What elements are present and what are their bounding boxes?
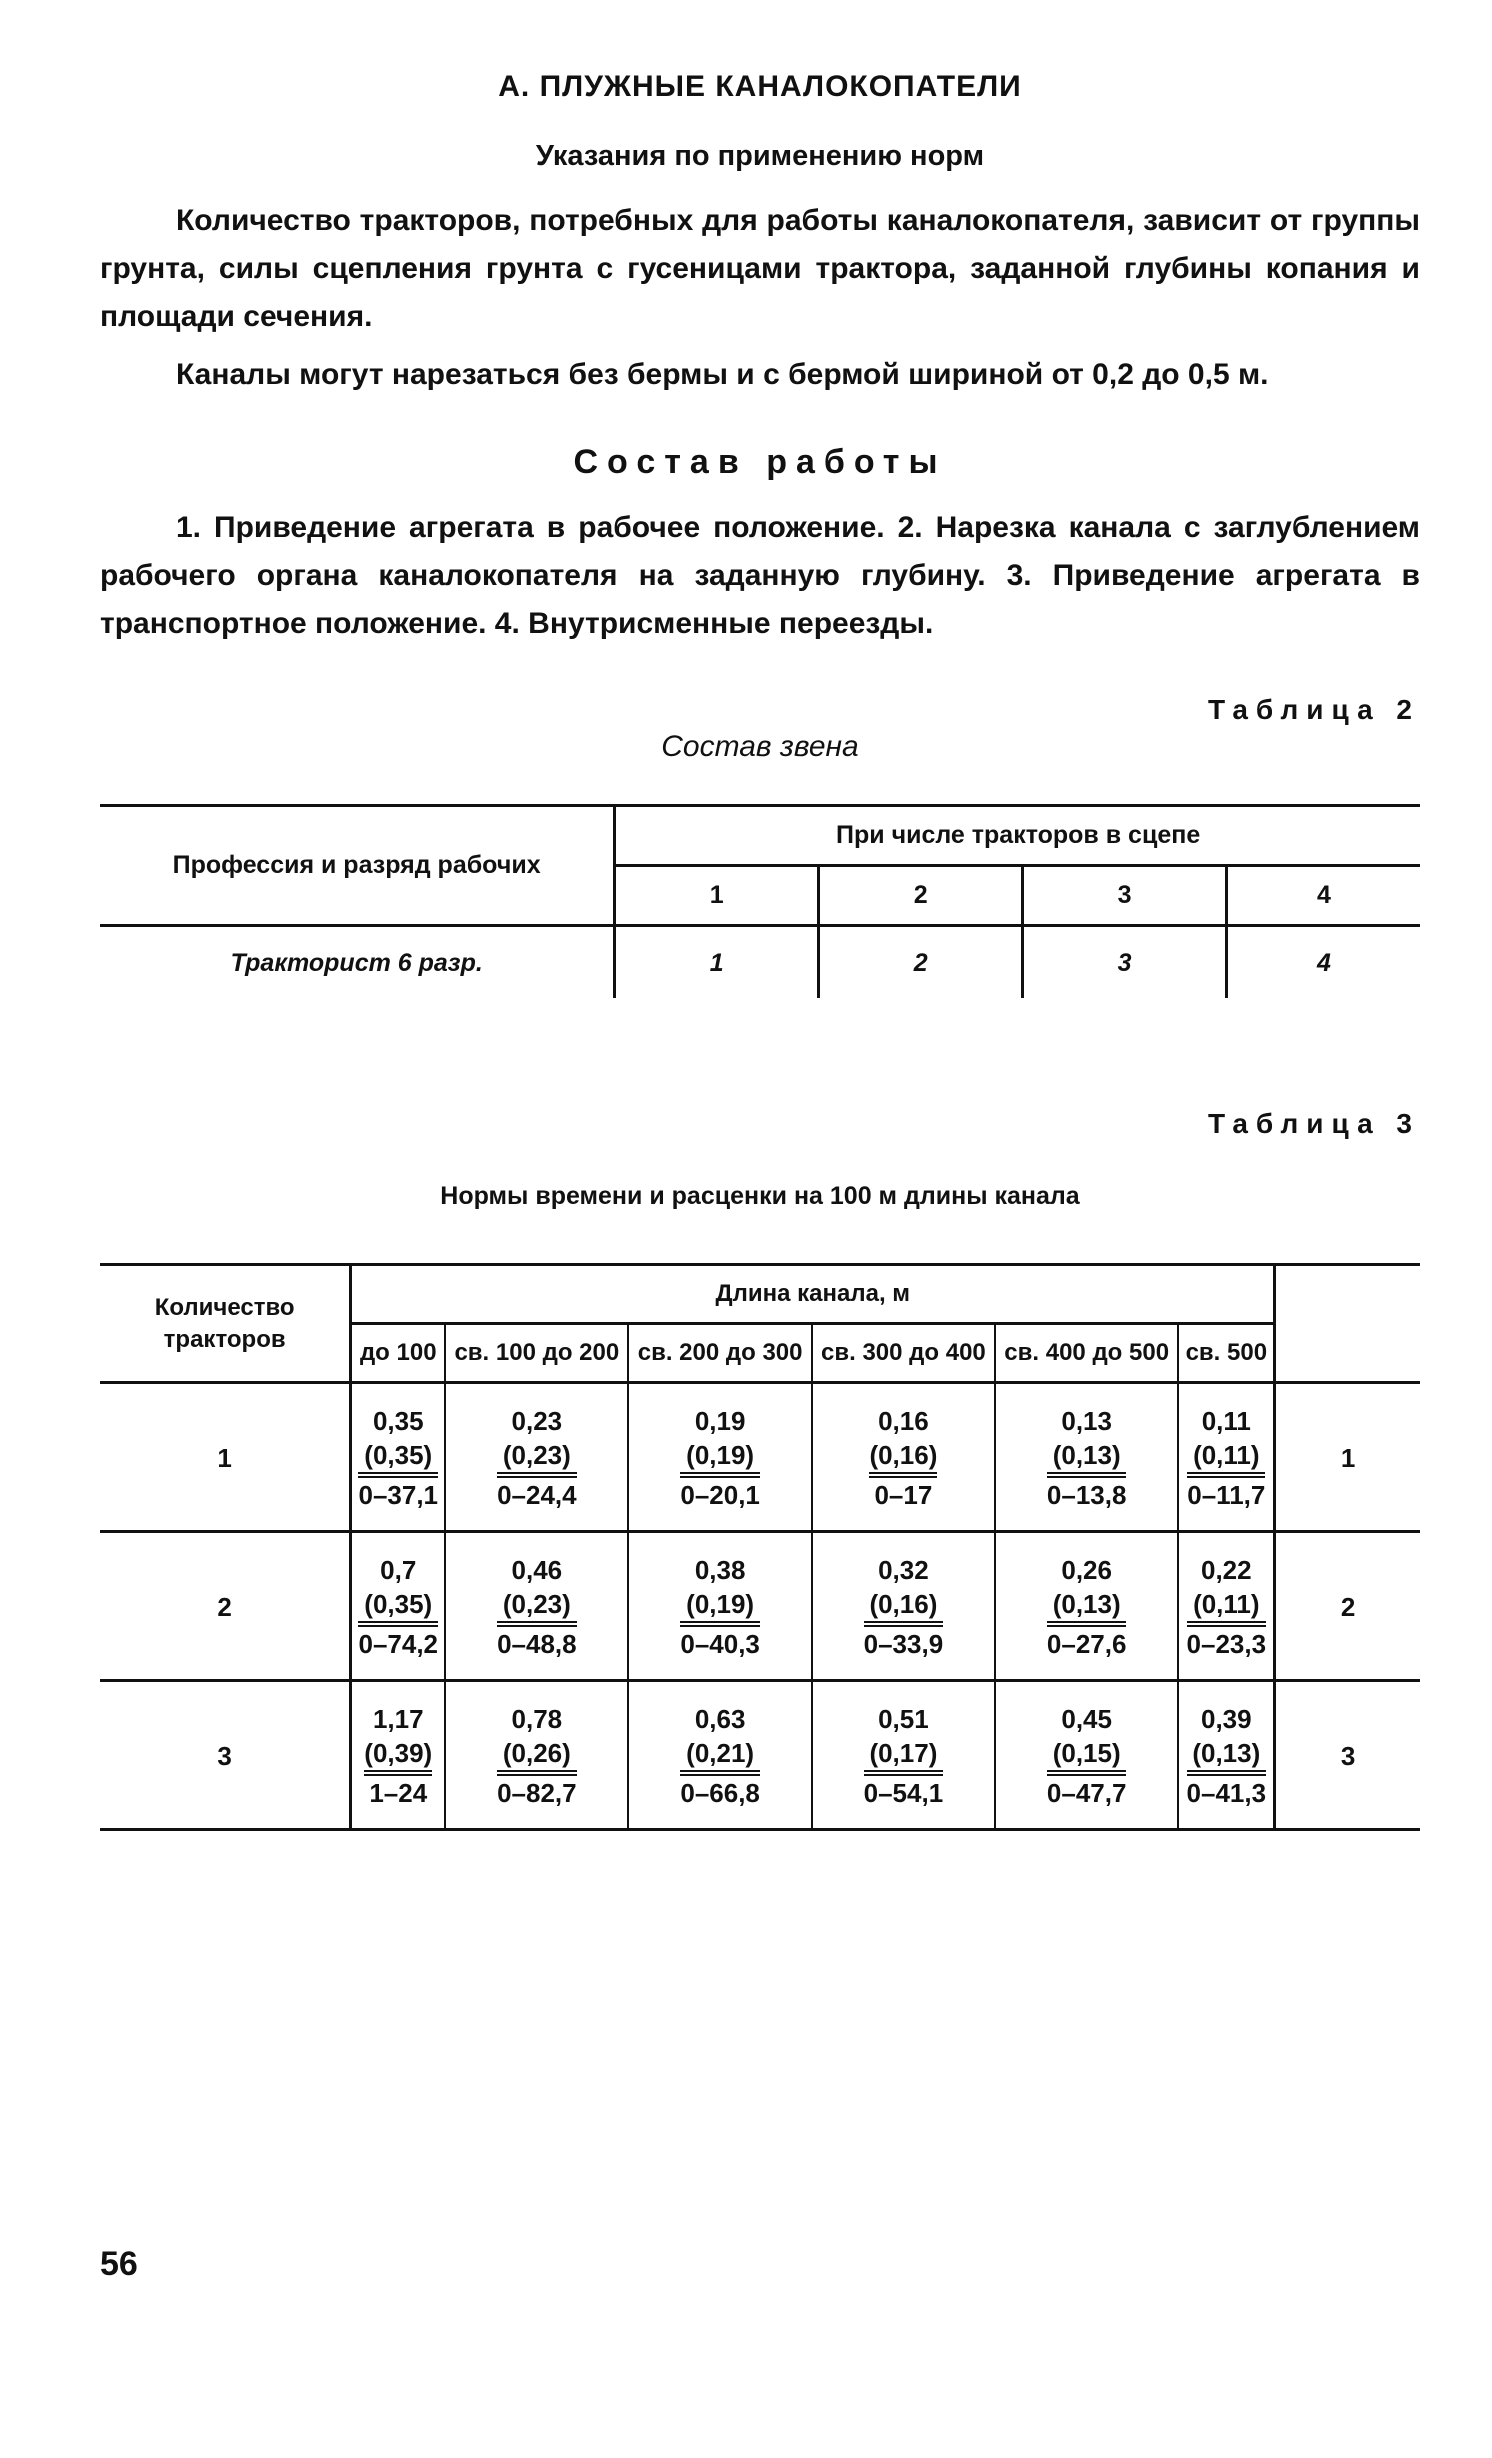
length-col-1: до 100 — [351, 1324, 445, 1383]
length-col-6: св. 500 — [1178, 1324, 1274, 1383]
norm-cell: 0,35 (0,35) 0–37,1 — [351, 1383, 445, 1532]
table-row — [100, 1681, 1420, 1830]
work-heading: Состав работы — [573, 443, 947, 481]
norm-cell: 0,7 (0,35) 0–74,2 — [351, 1532, 445, 1681]
norm-cell: 0,11 (0,11) 0–11,7 — [1178, 1383, 1274, 1532]
tractor-col-2: 2 — [819, 866, 1023, 926]
crew-cell: 4 — [1227, 926, 1420, 999]
guidance-paragraph-1: Количество тракторов, потребных для работы каналокопателя, зависит от группы грунта, силы сцепления грунта с гусеницами трактора, заданной глубины копания и площади сечения. — [100, 204, 1420, 333]
norm-cell: 0,63 (0,21) 0–66,8 — [628, 1681, 811, 1830]
table-row — [100, 1383, 1420, 1532]
norm-cell: 0,13 (0,13) 0–13,8 — [995, 1383, 1178, 1532]
norm-cell: 0,22 (0,11) 0–23,3 — [1178, 1532, 1274, 1681]
canal-length-header: Длина канала, м — [351, 1265, 1275, 1324]
guidance-paragraph-2: Каналы могут нарезаться без бермы и с бермой шириной от 0,2 до 0,5 м. — [176, 358, 1269, 391]
norm-cell: 0,51 (0,17) 0–54,1 — [812, 1681, 995, 1830]
work-text: 1. Приведение агрегата в рабочее положение. 2. Нарезка канала с заглублением рабочего органа каналокопателя на заданную глубину. 3. Приведение агрегата в транспортное положение. 4. Внутрисменные переезды. — [100, 511, 1420, 640]
table2-caption: Состав звена — [661, 730, 859, 763]
profession-header: Профессия и разряд рабочих — [100, 806, 615, 926]
tractor-qty-cell: 2 — [100, 1532, 351, 1681]
norm-cell: 0,78 (0,26) 0–82,7 — [445, 1681, 628, 1830]
norm-cell: 0,46 (0,23) 0–48,8 — [445, 1532, 628, 1681]
length-col-4: св. 300 до 400 — [812, 1324, 995, 1383]
length-col-5: св. 400 до 500 — [995, 1324, 1178, 1383]
row-number-cell: 1 — [1275, 1383, 1420, 1532]
tractor-col-3: 3 — [1023, 866, 1227, 926]
row-number-cell: 2 — [1275, 1532, 1420, 1681]
table-row — [100, 926, 1420, 999]
crew-table — [100, 804, 1420, 998]
profession-cell: Тракторист 6 разр. — [230, 949, 483, 977]
table3-label: Таблица 3 — [1207, 1108, 1420, 1139]
norm-cell: 0,16 (0,16) 0–17 — [812, 1383, 995, 1532]
norm-cell: 0,23 (0,23) 0–24,4 — [445, 1383, 628, 1532]
tractor-qty-cell: 3 — [100, 1681, 351, 1830]
norm-cell: 0,26 (0,13) 0–27,6 — [995, 1532, 1178, 1681]
length-col-2: св. 100 до 200 — [445, 1324, 628, 1383]
tractor-col-4: 4 — [1227, 866, 1420, 926]
crew-cell: 2 — [819, 926, 1023, 999]
row-number-cell: 3 — [1275, 1681, 1420, 1830]
tractor-count-header: При числе тракторов в сцепе — [615, 806, 1420, 866]
section-title: А. ПЛУЖНЫЕ КАНАЛОКОПАТЕЛИ — [498, 70, 1022, 103]
norm-cell: 0,39 (0,13) 0–41,3 — [1178, 1681, 1274, 1830]
norms-table — [100, 1263, 1420, 1831]
norm-cell: 0,38 (0,19) 0–40,3 — [628, 1532, 811, 1681]
norm-cell: 0,19 (0,19) 0–20,1 — [628, 1383, 811, 1532]
document-page — [100, 70, 1420, 1831]
tractor-qty-header: Количество тракторов — [100, 1265, 351, 1383]
norm-cell: 0,45 (0,15) 0–47,7 — [995, 1681, 1178, 1830]
table3-caption: Нормы времени и расценки на 100 м длины канала — [440, 1182, 1080, 1210]
guidance-heading: Указания по применению норм — [535, 140, 985, 172]
table-row — [100, 1532, 1420, 1681]
crew-cell: 3 — [1023, 926, 1227, 999]
norm-cell: 1,17 (0,39) 1–24 — [364, 1704, 433, 1808]
row-number-header — [1275, 1265, 1420, 1383]
norm-cell: 0,32 (0,16) 0–33,9 — [812, 1532, 995, 1681]
crew-cell: 1 — [615, 926, 819, 999]
tractor-col-1: 1 — [615, 866, 819, 926]
table2-label: Таблица 2 — [1207, 694, 1420, 725]
tractor-qty-cell: 1 — [100, 1383, 351, 1532]
page-number: 56 — [100, 2245, 138, 2283]
length-col-3: св. 200 до 300 — [628, 1324, 811, 1383]
